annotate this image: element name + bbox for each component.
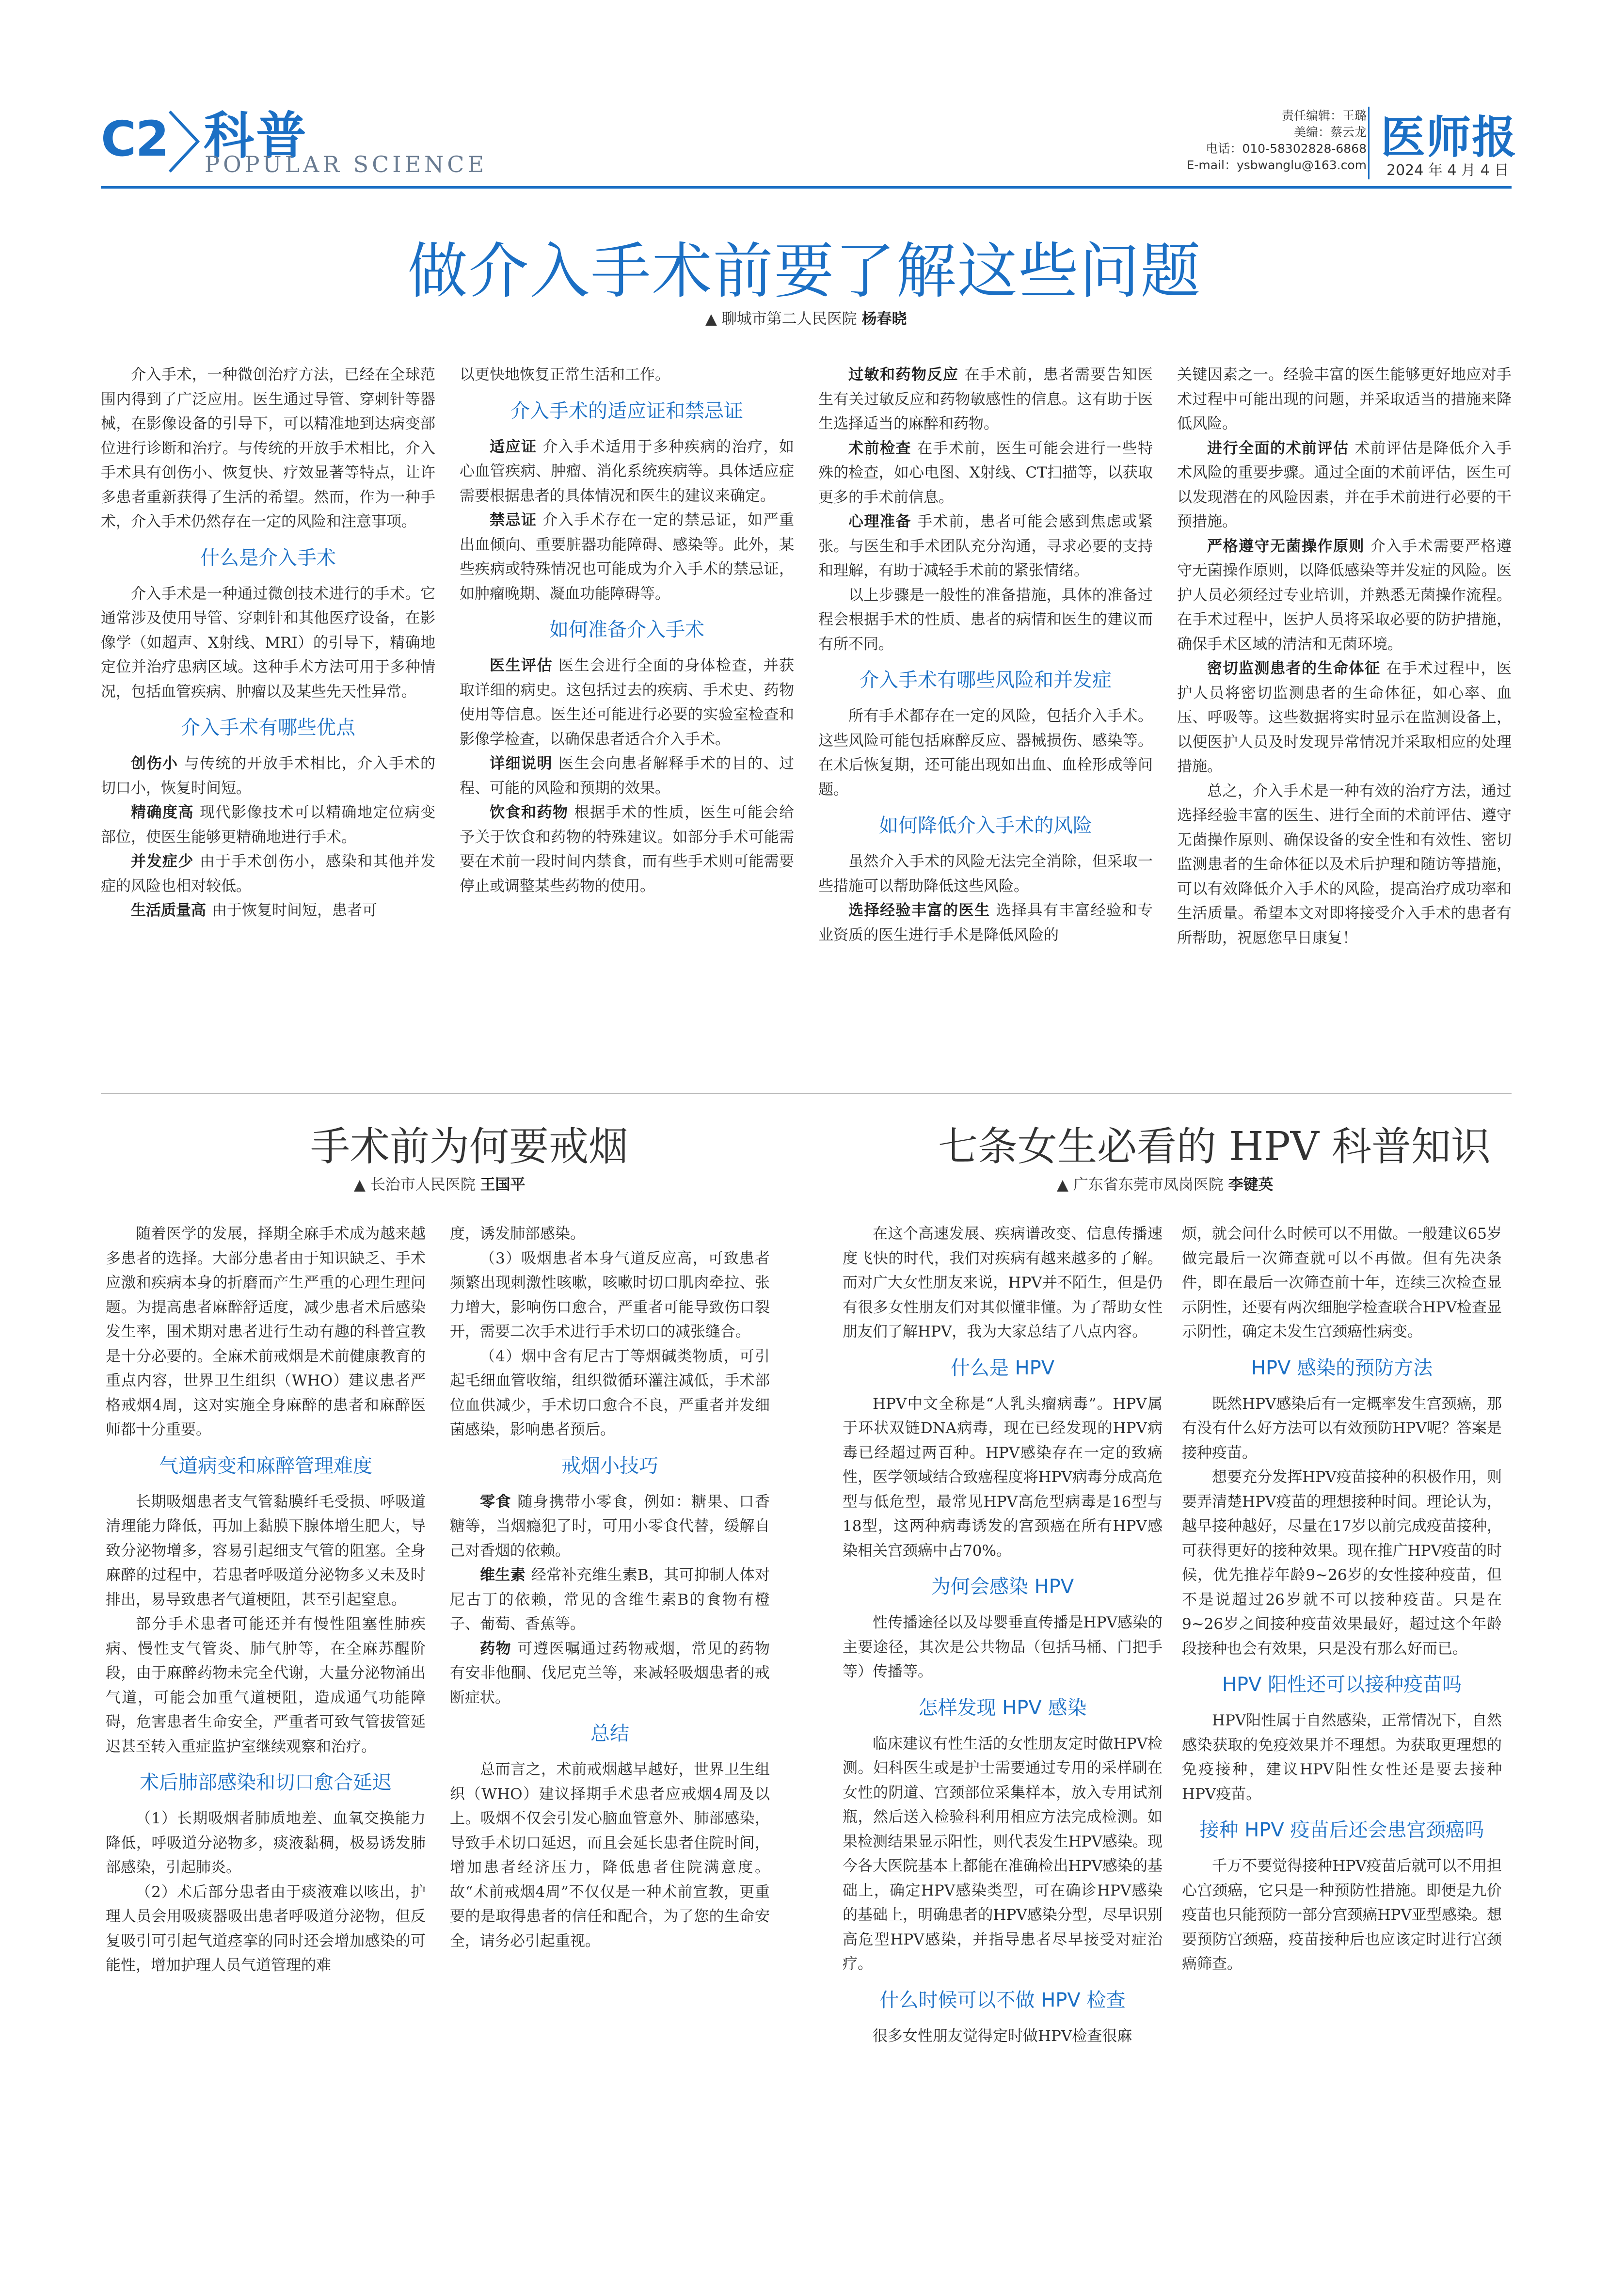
header-divider — [1368, 107, 1370, 179]
keyword: 零食 — [480, 1493, 512, 1511]
subheading: 介入手术有哪些风险和并发症 — [860, 669, 1112, 691]
email-line: E-mail：ysbwanglu@163.com — [1186, 158, 1367, 172]
author-org: 广东省东莞市凤岗医院 — [1073, 1176, 1224, 1194]
paragraph: HPV中文全称是“人乳头瘤病毒”。HPV属于环状双链DNA病毒，现在已经发现的HPV病毒已经超过两百种。HPV感染存在一定的致癌性，医学领域结合致癌程度将HPV病毒分成高危型与低危型，最常见HPV高危型病毒是16型与18型，这两种病毒诱发的宫颈癌在所有HPV感染相关宫颈癌中占70%。 — [843, 1395, 1163, 1560]
subheading: HPV 阳性还可以接种疫苗吗 — [1222, 1674, 1462, 1696]
keyword: 进行全面的术前评估 — [1207, 439, 1349, 457]
paragraph: （1）长期吸烟者肺质地差、血氧交换能力降低，呼吸道分泌物多，痰液黏稠，极易诱发肺部感染，引起肺炎。 — [106, 1810, 426, 1876]
editor-line: 责任编辑：王璐 — [1281, 109, 1367, 123]
chevron-right-icon — [165, 108, 204, 175]
keyword: 医生评估 — [490, 657, 553, 674]
paragraph: 临床建议有性生活的女性朋友定时做HPV检测。妇科医生或是护士需要通过专用的采样刷在女性的阴道、宫颈部位采集样本，放入专用试剂瓶，然后送入检验科利用相应方法完成检测。如果检测结果显示阳性，则代表发生HPV感染。现今各大医院基本上都能在准确检出HPV感染的基础上，确定HPV感染类型，可在确诊HPV感染的基础上，明确患者的HPV感染分型，尽早识别高危型HPV感染，并指导患者尽早接受对症治疗。 — [843, 1735, 1163, 1973]
keyword: 选择经验丰富的医生 — [848, 902, 990, 919]
keyword: 精确度高 — [131, 804, 194, 821]
keyword: 术前检查 — [848, 439, 911, 457]
paragraph-text: 经常补充维生素B，其可抑制人体对尼古丁的依赖，常见的含维生素B的食物有橙子、葡萄、香蕉等。 — [450, 1566, 770, 1633]
paragraph: 烦，就会问什么时候可以不用做。一般建议65岁做完最后一次筛查就可以不再做。但有先决条件，即在最后一次筛查前十年，连续三次检查显示阴性，还要有两次细胞学检查联合HPV检查显示阴性，确定未发生宫颈癌性病变。 — [1182, 1225, 1502, 1340]
paragraph-text: 可遵医嘱通过药物戒烟，常见的药物有安非他酮、伐尼克兰等，来减轻吸烟患者的戒断症状。 — [450, 1640, 770, 1706]
masthead-logo: 医师报 — [1381, 111, 1518, 163]
paragraph: （3）吸烟患者本身气道反应高，可致患者频繁出现刺激性咳嗽，咳嗽时切口肌肉牵拉、张力增大，影响伤口愈合，严重者可能导致伤口裂开，需要二次手术进行手术切口的减张缝合。 — [450, 1249, 770, 1340]
subheading: 介入手术的适应证和禁忌证 — [510, 399, 743, 422]
paragraph: 性传播途径以及母婴垂直传播是HPV感染的主要途径，其次是公共物品（包括马桶、门把手等）传播等。 — [843, 1614, 1163, 1680]
article3-byline — [1057, 1172, 1274, 1194]
author-org: 聊城市第二人民医院 — [721, 310, 857, 328]
subheading: 总结 — [590, 1722, 629, 1745]
byline-triangle-icon: ▲ — [354, 1176, 370, 1194]
paragraph: 介入手术，一种微创治疗方法，已经在全球范围内得到了广泛应用。医生通过导管、穿刺针等器械，在影像设备的引导下，可以精准地到达病变部位进行诊断和治疗。与传统的开放手术相比，介入手术具有创伤小、恢复快、疗效显著等特点，让许多患者重新获得了生活的希望。然而，作为一种手术，介入手术仍然存在一定的风险和注意事项。 — [101, 366, 435, 530]
phone-line: 电话：010-58302828-6868 — [1206, 142, 1367, 156]
paragraph: 想要充分发挥HPV疫苗接种的积极作用，则要弄清楚HPV疫苗的理想接种时间。理论认为，越早接种越好，尽量在17岁以前完成疫苗接种，可获得更好的接种效果。现在推广HPV疫苗的时候，优先推荐年龄9~26岁的女性接种疫苗，但不是说超过26岁就不可以接种疫苗。只是在9~26岁之间接种疫苗效果最好，超过这个年龄段接种也会有效果，只是没有那么好而已。 — [1182, 1468, 1502, 1658]
keyword: 心理准备 — [848, 513, 911, 530]
article2-column-2 — [450, 1222, 770, 1953]
article2-byline — [354, 1172, 526, 1194]
paragraph-text: 随身携带小零食，例如：糖果、口香糖等，当烟瘾犯了时，可用小零食代替，缓解自己对香烟的依赖。 — [450, 1493, 770, 1560]
paragraph-text: 由于手术创伤小，感染和其他并发症的风险也相对较低。 — [101, 853, 435, 895]
subheading: 什么时候可以不做 HPV 检查 — [879, 1989, 1126, 2011]
page-code: C2 — [101, 111, 168, 167]
author-org: 长治市人民医院 — [370, 1176, 476, 1194]
paragraph-text: 介入手术需要严格遵守无菌操作原则，以降低感染等并发症的风险。医护人员必须经过专业培训，并熟悉无菌操作流程。在手术过程中，医护人员将采取必要的防护措施，确保手术区域的清洁和无菌环境。 — [1177, 537, 1512, 653]
paragraph-text: 由于恢复时间短，患者可 — [212, 902, 377, 919]
paragraph-text: 选择具有丰富经验和专业资质的医生进行手术是降低风险的 — [818, 902, 1153, 944]
keyword: 饮食和药物 — [490, 804, 569, 821]
paragraph-text: 根据手术的性质，医生可能会给予关于饮食和药物的特殊建议。如部分手术可能需要在术前一段时间内禁食，而有些手术则可能需要停止或调整某些药物的使用。 — [460, 804, 794, 895]
article1-column-1 — [101, 363, 435, 923]
article1-column-2 — [460, 363, 794, 898]
subheading: 戒烟小技巧 — [561, 1454, 658, 1477]
keyword: 药物 — [480, 1640, 512, 1658]
keyword: 密切监测患者的生命体征 — [1207, 660, 1381, 677]
article-separator — [101, 1093, 1512, 1094]
article1-column-4 — [1177, 363, 1512, 950]
keyword: 适应证 — [490, 438, 537, 456]
paragraph-text: 医生会向患者解释手术的目的、过程、可能的风险和预期的效果。 — [460, 755, 794, 797]
paragraph-text: 介入手术适用于多种疾病的治疗，如心血管疾病、肿瘤、消化系统疾病等。具体适应症需要根据患者的具体情况和医生的建议来确定。 — [460, 438, 794, 505]
paragraph: 以更快地恢复正常生活和工作。 — [460, 366, 670, 383]
paragraph: 总之，介入手术是一种有效的治疗方法，通过选择经验丰富的医生、进行全面的术前评估、遵守无菌操作原则、确保设备的安全性和有效性、密切监测患者的生命体征以及术后护理和随访等措施，可以有效降低介入手术的风险，提高治疗成功率和生活质量。希望本文对即将接受介入手术的患者有所帮助，祝愿您早日康复！ — [1177, 782, 1512, 947]
paragraph: 关键因素之一。经验丰富的医生能够更好地应对手术过程中可能出现的问题，并采取适当的措施来降低风险。 — [1177, 366, 1512, 432]
header-rule — [101, 186, 1512, 189]
paragraph: 以上步骤是一般性的准备措施，具体的准备过程会根据手术的性质、患者的病情和医生的建议而有所不同。 — [818, 586, 1153, 653]
designer-line: 美编：蔡云龙 — [1293, 125, 1367, 139]
paragraph: 既然HPV感染后有一定概率发生宫颈癌，那有没有什么好方法可以有效预防HPV呢？答案是接种疫苗。 — [1182, 1395, 1502, 1462]
subheading: 什么是介入手术 — [200, 546, 336, 569]
subheading: HPV 感染的预防方法 — [1251, 1356, 1433, 1379]
section-english: POPULAR SCIENCE — [205, 151, 488, 177]
article3-column-2 — [1182, 1222, 1502, 1977]
paragraph: 虽然介入手术的风险无法完全消除，但采取一些措施可以帮助降低这些风险。 — [818, 853, 1153, 895]
paragraph-text: 与传统的开放手术相比，介入手术的切口小，恢复时间短。 — [101, 755, 435, 797]
article1-byline — [705, 306, 907, 328]
subheading: 气道病变和麻醉管理难度 — [159, 1454, 372, 1477]
article1-title: 做介入手术前要了解这些问题 — [407, 237, 1202, 306]
paragraph: HPV阳性属于自然感染，正常情况下，自然感染获取的免疫效果并不理想。为获取更理想的免疫接种，建议HPV阳性女性还是要去接种HPV疫苗。 — [1182, 1712, 1502, 1803]
paragraph: 很多女性朋友觉得定时做HPV检查很麻 — [873, 2027, 1132, 2045]
keyword: 详细说明 — [490, 755, 553, 772]
paragraph-text: 现代影像技术可以精确地定位病变部位，使医生能够更精确地进行手术。 — [101, 804, 435, 846]
paragraph: 所有手术都存在一定的风险，包括介入手术。这些风险可能包括麻醉反应、器械损伤、感染等。在术后恢复期，还可能出现如出血、血栓形成等问题。 — [818, 707, 1153, 798]
subheading: 为何会感染 HPV — [931, 1576, 1074, 1598]
article1-column-3 — [818, 363, 1153, 947]
issue-date: 2024 年 4 月 4 日 — [1386, 162, 1509, 179]
paragraph-text: 在手术前，患者需要告知医生有关过敏反应和药物敏感性的信息。这有助于医生选择适当的麻醉和药物。 — [818, 366, 1153, 432]
paragraph: 总而言之，术前戒烟越早越好，世界卫生组织（WHO）建议择期手术患者应戒烟4周及以上。吸烟不仅会引发心脑血管意外、肺部感染，导致手术切口延迟，而且会延长患者住院时间，增加患者经济压力，降低患者住院满意度。故“术前戒烟4周”不仅仅是一种术前宣教，更重要的是取得患者的信任和配合，为了您的生命安全，请务必引起重视。 — [450, 1761, 770, 1950]
keyword: 过敏和药物反应 — [848, 366, 959, 383]
paragraph: 度，诱发肺部感染。 — [450, 1225, 585, 1243]
keyword: 禁忌证 — [490, 511, 537, 529]
paragraph-text: 在手术过程中，医护人员将密切监测患者的生命体征，如心率、血压、呼吸等。这些数据将实时显示在监测设备上，以便医护人员及时发现异常情况并采取相应的处理措施。 — [1177, 660, 1512, 775]
keyword: 维生素 — [480, 1566, 526, 1584]
subheading: 如何准备介入手术 — [549, 619, 704, 641]
paragraph: 随着医学的发展，择期全麻手术成为越来越多患者的选择。大部分患者由于知识缺乏、手术应激和疾病本身的折磨而产生严重的心理生理问题。为提高患者麻醉舒适度，减少患者术后感染发生率，围术期对患者进行生动有趣的科普宣教是十分必要的。全麻术前戒烟是术前健康教育的重点内容，世界卫生组织（WHO）建议患者严格戒烟4周，这对实施全身麻醉的患者和麻醉医师都十分重要。 — [106, 1225, 426, 1438]
paragraph-text: 手术前，患者可能会感到焦虑或紧张。与医生和手术团队充分沟通，寻求必要的支持和理解，有助于减轻手术前的紧张情绪。 — [818, 513, 1153, 579]
paragraph-text: 医生会进行全面的身体检查，并获取详细的病史。这包括过去的疾病、手术史、药物使用等信息。医生还可能进行必要的实验室检查和影像学检查，以确保患者适合介入手术。 — [460, 657, 794, 748]
paragraph-text: 介入手术存在一定的禁忌证，如严重出血倾向、重要脏器功能障碍、感染等。此外，某些疾病或特殊情况也可能成为介入手术的禁忌证，如肿瘤晚期、凝血功能障碍等。 — [460, 511, 794, 603]
byline-triangle-icon: ▲ — [705, 310, 722, 328]
keyword: 创伤小 — [131, 755, 178, 772]
subheading: 术后肺部感染和切口愈合延迟 — [140, 1771, 392, 1794]
byline-triangle-icon: ▲ — [1057, 1176, 1073, 1194]
paragraph-text: 在手术前，医生可能会进行一些特殊的检查，如心电图、X射线、CT扫描等，以获取更多的手术前信息。 — [818, 439, 1153, 506]
keyword: 并发症少 — [131, 853, 194, 870]
paragraph: 在这个高速发展、疾病谱改变、信息传播速度飞快的时代，我们对疾病有越来越多的了解。而对广大女性朋友来说，HPV并不陌生，但是仍有很多女性朋友们对其似懂非懂。为了帮助女性朋友们了解HPV，我为大家总结了八点内容。 — [843, 1225, 1163, 1340]
author-name: 李键英 — [1228, 1176, 1274, 1194]
paragraph-text: 术前评估是降低介入手术风险的重要步骤。通过全面的术前评估，医生可以发现潜在的风险因素，并在手术前进行必要的干预措施。 — [1177, 439, 1512, 530]
subheading: 怎样发现 HPV 感染 — [918, 1696, 1087, 1719]
paragraph: 介入手术是一种通过微创技术进行的手术。它通常涉及使用导管、穿刺针和其他医疗设备，在影像学（如超声、X射线、MRI）的引导下，精确地定位并治疗患病区域。这种手术方法可用于多种情况，包括血管疾病、肿瘤以及某些先天性异常。 — [101, 585, 435, 701]
subheading: 介入手术有哪些优点 — [181, 717, 355, 739]
article2-column-1 — [106, 1222, 426, 1978]
section-name: 科普 — [204, 106, 309, 165]
editor-info — [1163, 108, 1367, 174]
subheading: 什么是 HPV — [950, 1356, 1055, 1379]
subheading: 如何降低介入手术的风险 — [879, 814, 1092, 837]
paragraph: 部分手术患者可能还并有慢性阻塞性肺疾病、慢性支气管炎、肺气肿等，在全麻苏醒阶段，由于麻醉药物未完全代谢，大量分泌物涌出气道，可能会加重气道梗阻，造成通气功能障碍，危害患者生命安全，严重者可致气管拔管延迟甚至转入重症监护室继续观察和治疗。 — [106, 1615, 426, 1755]
subheading: 接种 HPV 疫苗后还会患宫颈癌吗 — [1199, 1819, 1484, 1841]
article3-title: 七条女生必看的 HPV 科普知识 — [938, 1124, 1491, 1170]
paragraph: 长期吸烟患者支气管黏膜纤毛受损、呼吸道清理能力降低，再加上黏膜下腺体增生肥大，导致分泌物增多，容易引起细支气管的阻塞。全身麻醉的过程中，若患者呼吸道分泌物多又未及时排出，易导致患者气道梗阻，甚至引起窒息。 — [106, 1493, 426, 1609]
author-name: 杨春晓 — [861, 310, 907, 328]
article3-column-1 — [843, 1222, 1163, 2048]
author-name: 王国平 — [480, 1176, 526, 1194]
paragraph: 千万不要觉得接种HPV疫苗后就可以不用担心宫颈癌，它只是一种预防性措施。即便是九价疫苗也只能预防一部分宫颈癌HPV亚型感染。想要预防宫颈癌，疫苗接种后也应该定时进行宫颈癌筛查。 — [1182, 1857, 1502, 1973]
keyword: 严格遵守无菌操作原则 — [1207, 537, 1365, 555]
keyword: 生活质量高 — [131, 902, 206, 919]
paragraph: （2）术后部分患者由于痰液难以咳出，护理人员会用吸痰器吸出患者呼吸道分泌物，但反复吸引可引起气道痉挛的同时还会增加感染的可能性，增加护理人员气道管理的难 — [106, 1883, 426, 1974]
paragraph: （4）烟中含有尼古丁等烟碱类物质，可引起毛细血管收缩，组织微循环灌注减低，手术部位血供减少，手术切口愈合不良，严重者并发细菌感染，影响患者预后。 — [450, 1347, 770, 1438]
article2-title: 手术前为何要戒烟 — [310, 1124, 629, 1170]
